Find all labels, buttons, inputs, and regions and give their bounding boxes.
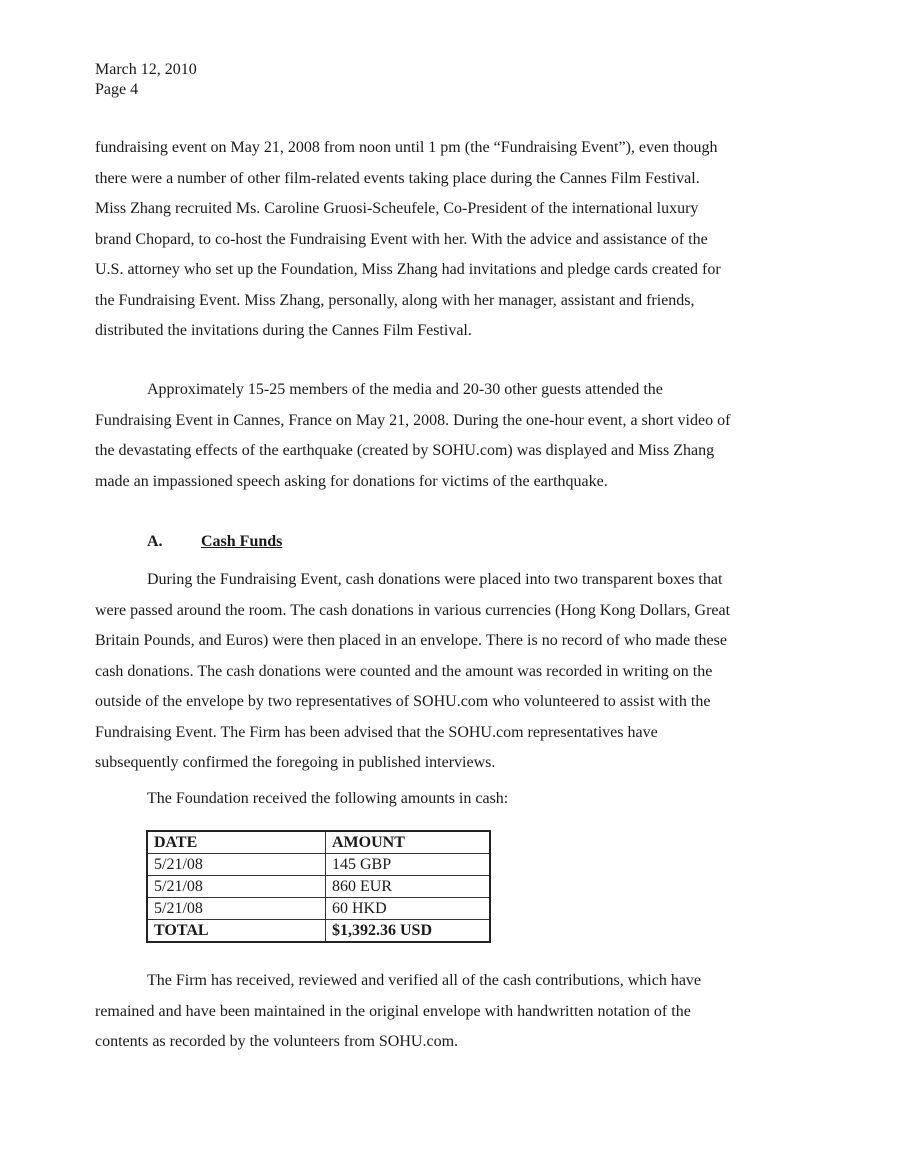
table-header-row <box>147 831 490 854</box>
section-letter: A. <box>147 533 163 550</box>
paragraph-line: brand Chopard, to co-host the Fundraising Event with her. With the advice and assistance of the <box>95 230 708 248</box>
paragraph-fundraising-event <box>95 133 810 347</box>
paragraph-line: made an impassioned speech asking for donations for victims of the earthquake. <box>95 472 608 490</box>
cell-date: 5/21/08 <box>147 854 326 876</box>
paragraph-line: cash donations. The cash donations were counted and the amount was recorded in writing on the <box>95 662 713 680</box>
cell-amount: 860 EUR <box>326 876 491 898</box>
paragraph-line: were passed around the room. The cash donations in various currencies (Hong Kong Dollars, Great <box>95 601 731 619</box>
paragraph-line: Fundraising Event in Cannes, France on May 21, 2008. During the one-hour event, a short video of <box>95 411 731 429</box>
cell-date: 5/21/08 <box>147 876 326 898</box>
paragraph-line: subsequently confirmed the foregoing in published interviews. <box>95 754 496 771</box>
paragraph-line: Approximately 15-25 members of the media and 20-30 other guests attended the <box>147 381 663 398</box>
cell-total-amount: $1,392.36 USD <box>326 920 491 943</box>
paragraph-line: remained and have been maintained in the original envelope with handwritten notation of the <box>95 1002 691 1020</box>
paragraph-line: the devastating effects of the earthquake (created by SOHU.com) was displayed and Miss Zhang <box>95 442 715 459</box>
table-total-row <box>147 920 490 943</box>
cell-amount: 145 GBP <box>326 854 491 876</box>
column-header-amount: AMOUNT <box>326 831 491 854</box>
paragraph-attendance <box>95 375 810 497</box>
paragraph-line: Miss Zhang recruited Ms. Caroline Gruosi-Scheufele, Co-President of the international luxury <box>95 200 699 217</box>
cell-amount: 60 HKD <box>326 898 491 920</box>
table-row <box>147 876 490 898</box>
paragraph-line: there were a number of other film-related events taking place during the Cannes Film Festival. <box>95 169 700 187</box>
paragraph-cash-donations <box>95 565 810 779</box>
table-intro-text: The Foundation received the following amounts in cash: <box>147 790 509 807</box>
header-page-number: Page 4 <box>95 81 139 98</box>
section-heading-cash-funds <box>147 533 282 551</box>
table-row <box>147 898 490 920</box>
letter-header <box>95 60 197 100</box>
paragraph-line: the Fundraising Event. Miss Zhang, personally, along with her manager, assistant and friends, <box>95 291 695 309</box>
paragraph-line: Fundraising Event. The Firm has been advised that the SOHU.com representatives have <box>95 723 658 741</box>
cash-amounts-table <box>146 830 491 943</box>
paragraph-verification <box>95 966 810 1058</box>
paragraph-line: During the Fundraising Event, cash donations were placed into two transparent boxes that <box>147 571 723 588</box>
column-header-date: DATE <box>147 831 326 854</box>
paragraph-line: fundraising event on May 21, 2008 from noon until 1 pm (the “Fundraising Event”), even though <box>95 139 718 156</box>
table-row <box>147 854 490 876</box>
header-date: March 12, 2010 <box>95 61 197 78</box>
cell-total-label: TOTAL <box>147 920 326 943</box>
section-title: Cash Funds <box>201 533 283 550</box>
paragraph-line: U.S. attorney who set up the Foundation, Miss Zhang had invitations and pledge cards created for <box>95 261 721 278</box>
paragraph-line: outside of the envelope by two representatives of SOHU.com who volunteered to assist with the <box>95 693 711 710</box>
paragraph-line: distributed the invitations during the Cannes Film Festival. <box>95 322 472 339</box>
paragraph-line: contents as recorded by the volunteers from SOHU.com. <box>95 1033 459 1050</box>
paragraph-line: The Firm has received, reviewed and verified all of the cash contributions, which have <box>147 972 702 989</box>
cell-date: 5/21/08 <box>147 898 326 920</box>
paragraph-line: Britain Pounds, and Euros) were then placed in an envelope. There is no record of who made these <box>95 632 727 649</box>
